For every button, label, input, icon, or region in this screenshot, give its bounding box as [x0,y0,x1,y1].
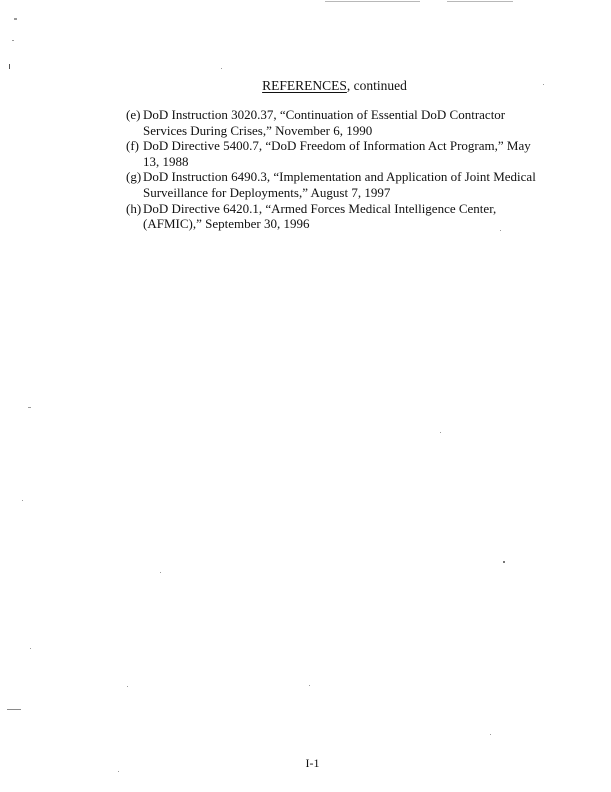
page-number: I-1 [305,756,320,770]
scan-speck [9,64,10,69]
scan-speck [490,734,491,735]
top-scan-line-left [325,1,420,2]
references-heading-continued: , continued [346,78,407,93]
reference-text: DoD Instruction 3020.37, “Continuation of Essential DoD Contractor Services During Crises,” November 6, 1990 [143,107,506,138]
reference-item-g [126,169,546,200]
scan-speck [28,407,31,408]
scan-speck [309,685,310,686]
scan-speck [221,68,222,69]
reference-marker: (g) [126,169,142,185]
reference-item-e [126,107,546,138]
scan-speck [12,40,14,41]
scan-speck [127,686,128,687]
top-scan-line-right [447,1,513,2]
reference-marker: (f) [126,138,139,154]
scan-speck [118,771,119,772]
reference-text: DoD Directive 6420.1, “Armed Forces Medical Intelligence Center, (AFMIC),” September 30, 1996 [143,200,497,232]
reference-text: DoD Instruction 6490.3, “Implementation and Application of Joint Medical Surveillance for Deployments,” August 7, 1997 [143,169,536,200]
reference-marker: (e) [126,107,141,122]
reference-marker: (h) [126,200,142,216]
scan-speck [22,500,23,501]
reference-text: DoD Directive 5400.7, “DoD Freedom of Information Act Program,” May 13, 1988 [143,138,531,169]
references-heading [0,78,611,94]
references-list [126,107,546,232]
reference-item-f [126,138,546,169]
scan-speck [440,432,441,433]
references-heading-title: REFERENCES [262,78,347,93]
scan-speck [160,572,161,573]
scan-speck [30,648,31,649]
scan-speck [503,561,505,563]
scan-speck [14,18,17,20]
scan-speck [543,84,544,85]
scan-speck [7,709,21,710]
reference-item-h [126,201,546,232]
scan-speck [500,230,501,231]
